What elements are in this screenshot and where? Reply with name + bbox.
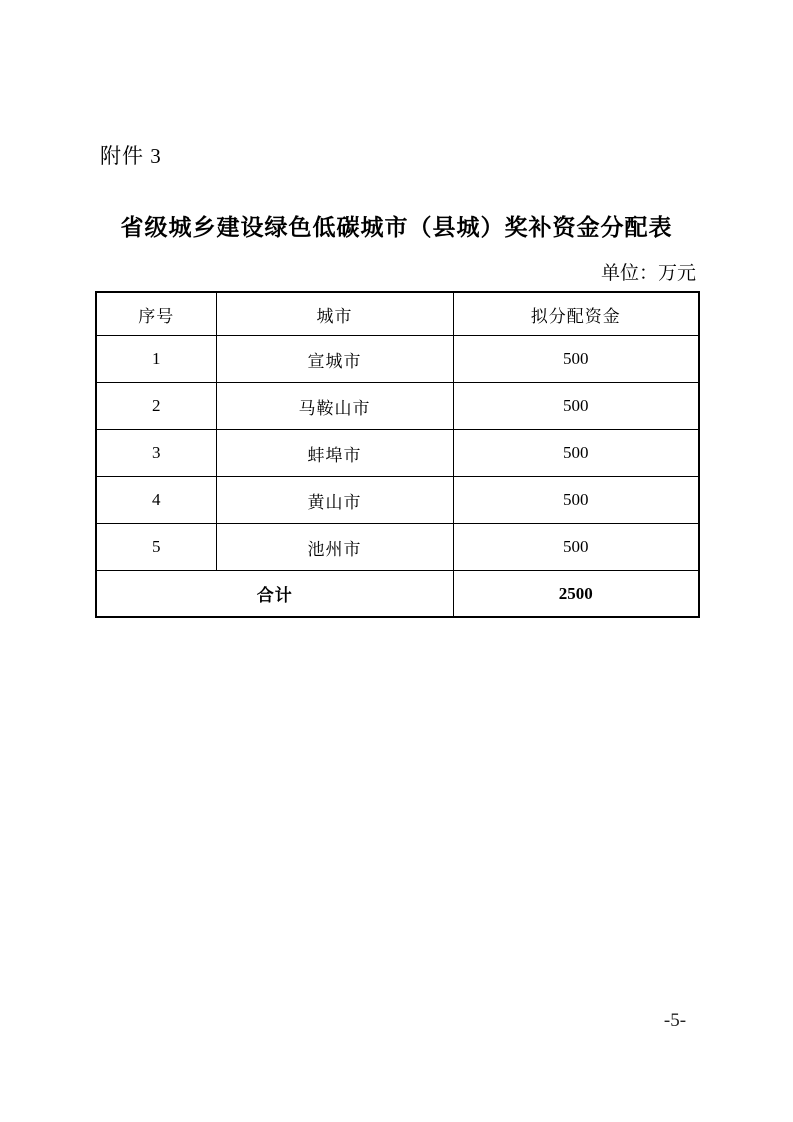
allocation-table: [95, 291, 700, 618]
table-header-row: [96, 292, 699, 336]
row-amount: 500: [453, 430, 699, 477]
row-city: 马鞍山市: [216, 383, 453, 430]
row-amount: 500: [453, 383, 699, 430]
page-title: 省级城乡建设绿色低碳城市（县城）奖补资金分配表: [120, 215, 673, 240]
column-header-city: 城市: [216, 292, 453, 336]
table-row: [96, 430, 699, 477]
row-no: 2: [96, 383, 216, 430]
table-row: [96, 336, 699, 383]
row-no: 1: [96, 336, 216, 383]
column-header-amount: 拟分配资金: [453, 292, 699, 336]
row-city: 蚌埠市: [216, 430, 453, 477]
unit-note: 单位：万元: [600, 263, 696, 284]
table-row: [96, 524, 699, 571]
row-no: 4: [96, 477, 216, 524]
row-city: 池州市: [216, 524, 453, 571]
total-label: 合计: [96, 571, 453, 618]
row-no: 5: [96, 524, 216, 571]
row-amount: 500: [453, 336, 699, 383]
row-no: 3: [96, 430, 216, 477]
table-row: [96, 383, 699, 430]
page-number: -5-: [663, 1010, 687, 1031]
total-amount: 2500: [453, 571, 699, 618]
column-header-no: 序号: [96, 292, 216, 336]
row-amount: 500: [453, 477, 699, 524]
row-city: 宣城市: [216, 336, 453, 383]
attachment-label: 附件 3: [100, 144, 162, 168]
row-city: 黄山市: [216, 477, 453, 524]
row-amount: 500: [453, 524, 699, 571]
table-body: [96, 336, 699, 571]
table-row: [96, 477, 699, 524]
table-total-row: [96, 571, 699, 618]
